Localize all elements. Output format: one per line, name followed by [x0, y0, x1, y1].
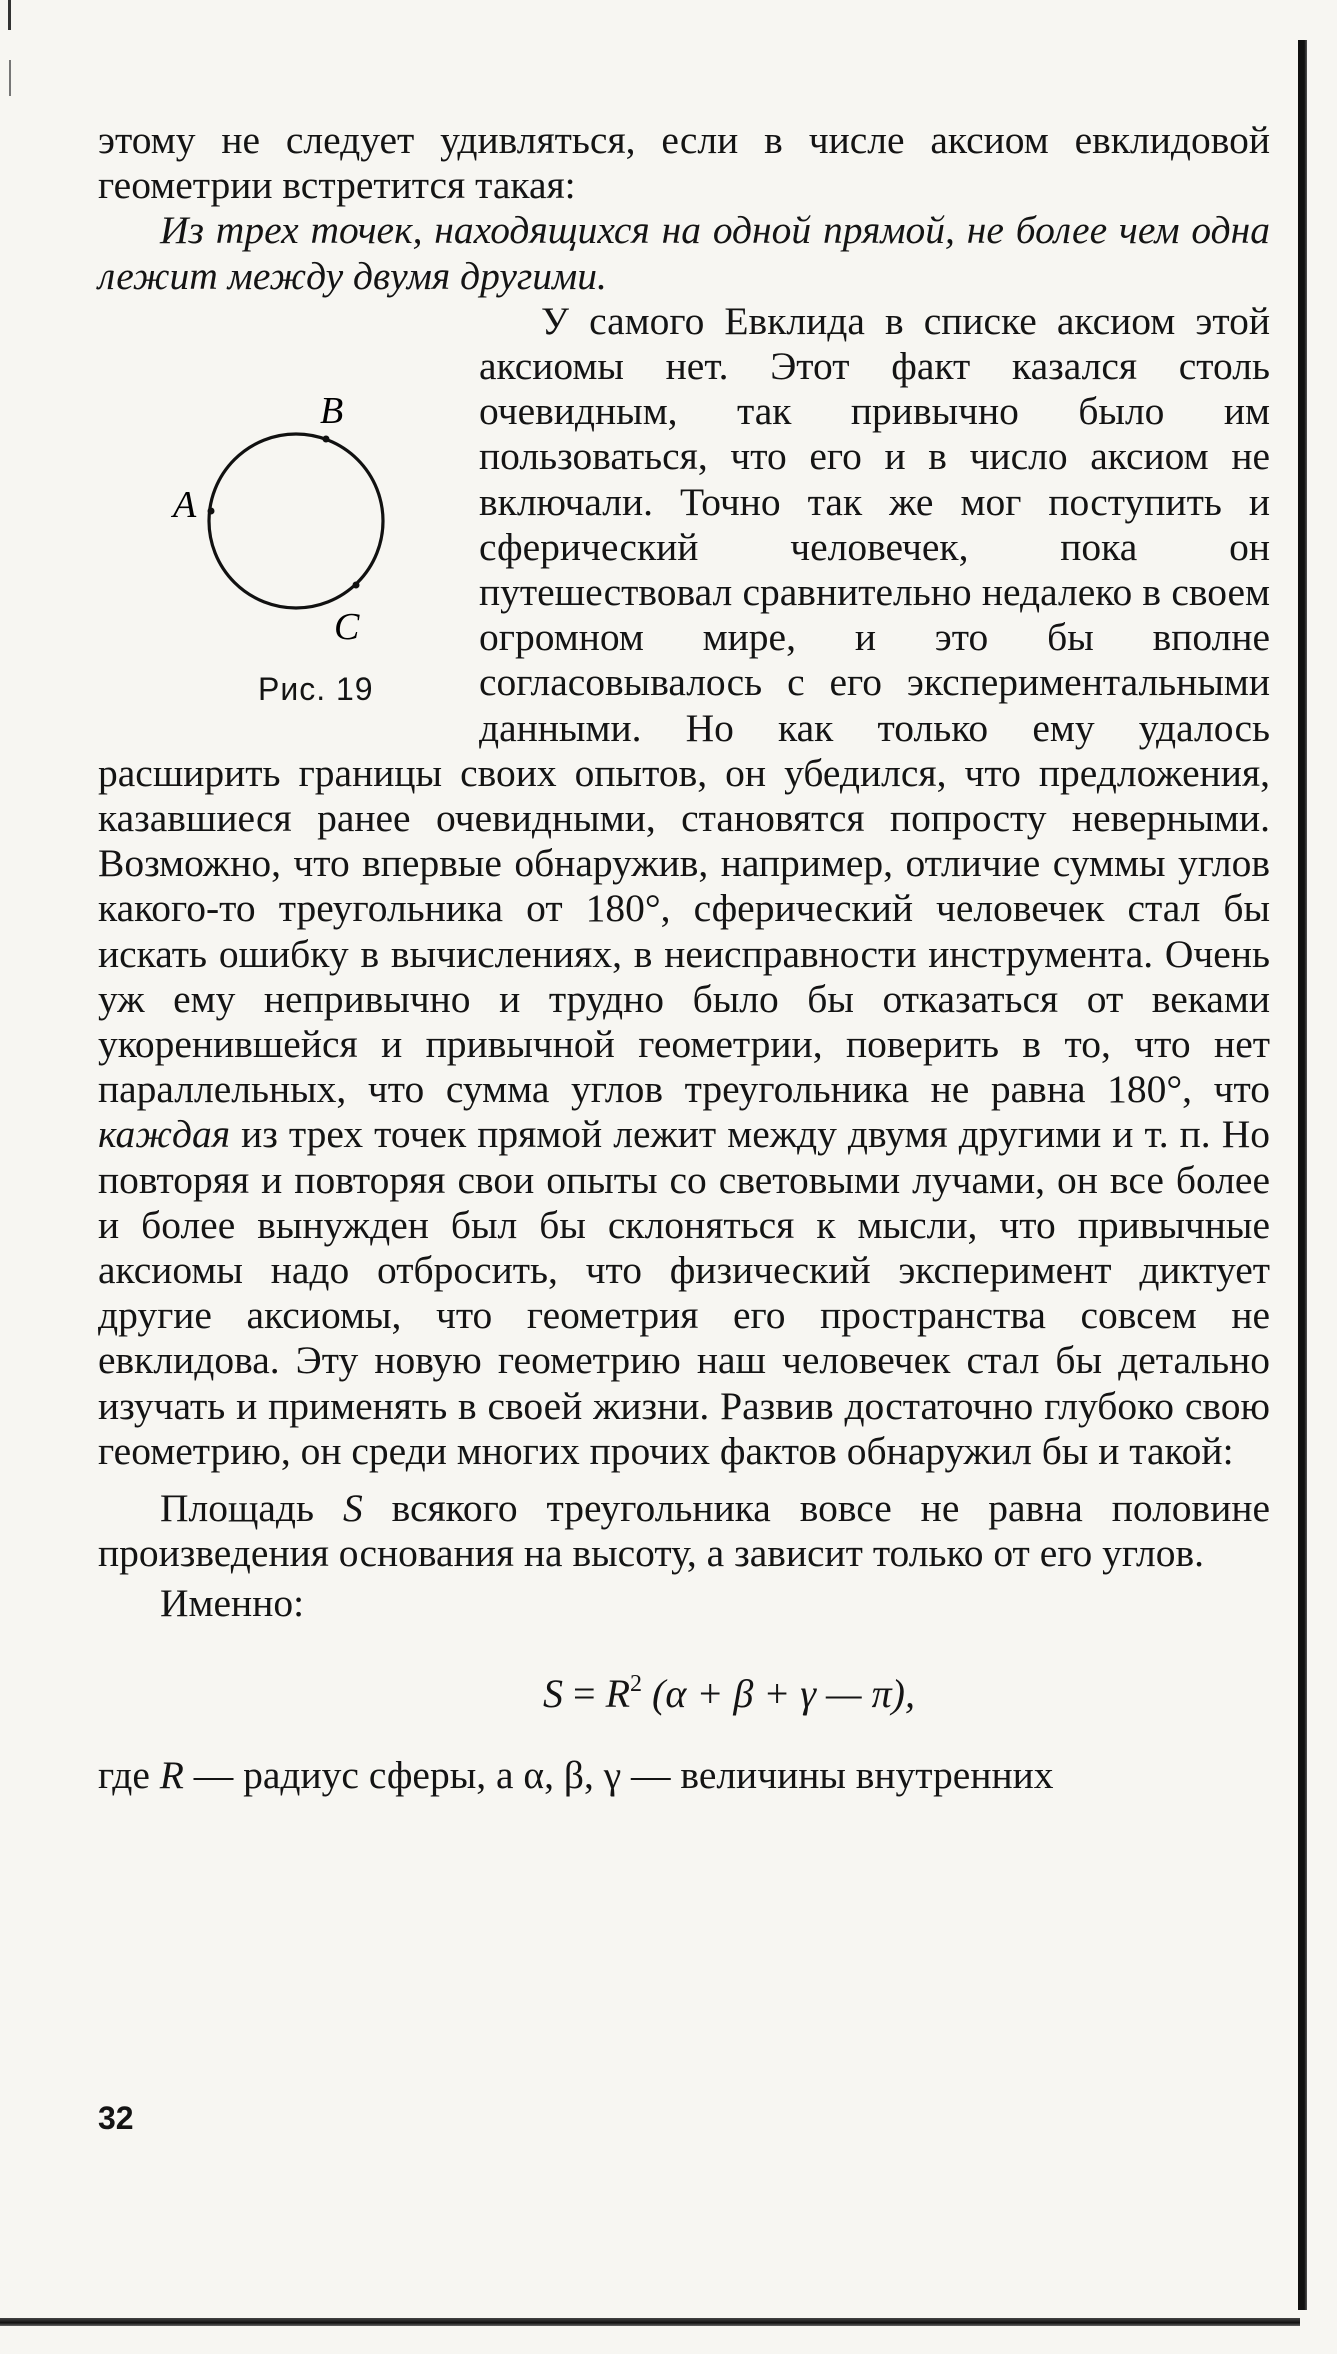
formula-lhs: S: [543, 1670, 564, 1716]
paragraph-main-italic: каждая: [98, 1112, 231, 1157]
area-symbol: S: [342, 1486, 363, 1531]
figure-19: [98, 299, 443, 729]
paragraph-area-start: Площадь: [160, 1486, 343, 1531]
paragraph-namely: Именно:: [160, 1580, 305, 1625]
formula-exponent: 2: [630, 1670, 643, 1697]
paragraph-main: [98, 299, 1270, 1474]
paragraph-area: [98, 1486, 1270, 1576]
paragraph-where: [98, 1753, 1270, 1798]
formula-eq: =: [563, 1670, 606, 1716]
book-page: [98, 118, 1270, 1798]
paragraph-where-rest: — радиус сферы, а α, β, γ — величины внутренних: [183, 1752, 1054, 1797]
page-number: 32: [98, 2100, 134, 2136]
circle-diagram: [98, 299, 443, 729]
area-formula: [98, 1670, 1270, 1717]
paragraph-area-rest: всякого треугольника вовсе не равна половине произведения основания на высоту, а зависит только от его углов.: [98, 1486, 1270, 1576]
label-a: A: [173, 483, 197, 526]
paragraph-main-text-start: У самого Евклида в списке аксиом этой аксиомы нет. Этот факт казался столь очевидным, так привычно было им пользоваться, что его и в число аксиом не включали. Точно так же мог поступить и сферический человечек, пока он путешествовал сравнительно недалеко в своем огромном мире, и это бы вполне согласовывалось с его экспериментальными данными. Но как только ему удалось расширить границы своих опытов, он убедился, что предложения, казавшиеся ранее очевидными, становятся попросту неверными. Возможно, что впервые обнаружив, например, отличие суммы углов какого-то треугольника от 180°, сферический человечек стал бы искать ошибку в вычислениях, в неисправности инструмента. Очень уж ему непривычно и трудно было бы отказаться от веками укоренившейся и привычной геометрии, поверить в то, что нет параллельных, что сумма углов треугольника не равна 180°, что: [98, 298, 1270, 1112]
page-edge-bottom: [0, 2318, 1300, 2326]
page-edge-right: [1298, 40, 1307, 2310]
point-b: [323, 435, 330, 442]
formula-rhs: (α + β + γ — π),: [642, 1670, 915, 1716]
formula-r: R: [605, 1670, 631, 1716]
paragraph-intro: этому не следует удивляться, если в числе аксиом евклидовой геометрии встретится такая:: [98, 118, 1270, 208]
label-b: B: [320, 389, 344, 432]
figure-caption: Рис. 19: [258, 670, 374, 707]
paragraph-main-text-end: из трех точек прямой лежит между двумя другими и т. п. Но повторяя и повторяя свои опыты со световыми лучами, он все более и более вынужден был бы склоняться к мысли, что привычные аксиомы надо отбросить, что физический эксперимент диктует другие аксиомы, что геометрия его пространства совсем не евклидова. Эту новую геометрию наш человечек стал бы детально изучать и применять в своей жизни. Развив достаточно глубоко свою геометрию, он среди многих прочих фактов обнаружил бы и такой:: [98, 1112, 1270, 1473]
paragraph-where-start: где: [98, 1752, 160, 1797]
radius-symbol: R: [159, 1752, 184, 1797]
axiom-statement: Из трех точек, находящихся на одной прямой, не более чем одна лежит между двумя другими.: [98, 208, 1270, 298]
scan-artifact-top-2: [9, 60, 11, 96]
label-c: C: [334, 605, 360, 648]
point-c: [353, 581, 360, 588]
scan-artifact-top: [8, 0, 11, 30]
point-a: [208, 507, 215, 514]
